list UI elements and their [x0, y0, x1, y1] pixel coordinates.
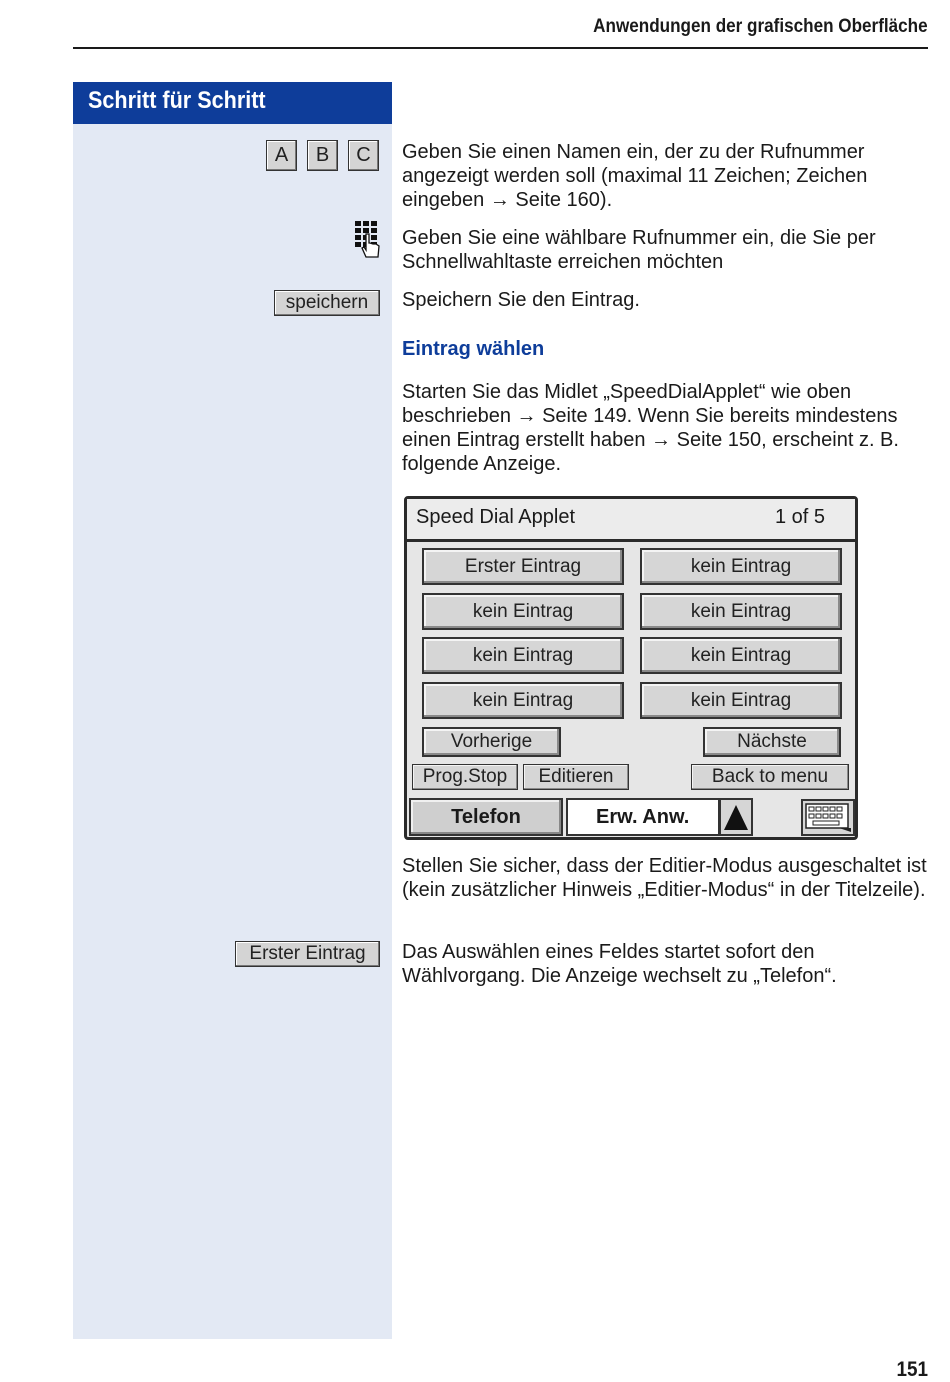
paragraph-start-midlet: Starten Sie das Midlet „SpeedDialApplet“ wie oben beschrieben → Seite 149. Wenn Sie bereits mindestens einen Eintrag erstellt haben → Seite 150, erscheint z. B. folgende Anzeige.	[402, 381, 899, 475]
speed-dial-entry[interactable]: kein Eintrag	[422, 637, 624, 674]
speed-dial-entry[interactable]: kein Eintrag	[640, 548, 842, 585]
speed-dial-entry[interactable]: kein Eintrag	[422, 682, 624, 719]
paragraph-enter-number: Geben Sie eine wählbare Rufnummer ein, die Sie per Schnellwahltaste erreichen möchten	[402, 227, 876, 273]
softkey-erster-eintrag[interactable]: Erster Eintrag	[235, 941, 380, 967]
keyboard-icon[interactable]	[801, 799, 855, 836]
paragraph-save: Speichern Sie den Eintrag.	[402, 289, 640, 311]
running-header: Anwendungen der grafischen Oberfläche	[593, 16, 928, 37]
next-button[interactable]: Nächste	[703, 727, 841, 757]
edit-button[interactable]: Editieren	[523, 764, 629, 790]
speed-dial-entry[interactable]: kein Eintrag	[640, 637, 842, 674]
previous-button[interactable]: Vorherige	[422, 727, 561, 757]
header-rule	[73, 47, 928, 49]
speed-dial-entry[interactable]: kein Eintrag	[640, 682, 842, 719]
key-a: A	[266, 140, 297, 171]
sidebar-title: Schritt für Schritt	[73, 82, 392, 124]
paragraph-select-field: Das Auswählen eines Feldes startet sofort den Wählvorgang. Die Anzeige wechselt zu „Telefon“.	[402, 941, 837, 987]
speed-dial-entry[interactable]: Erster Eintrag	[422, 548, 624, 585]
scroll-up-button[interactable]	[719, 798, 753, 836]
page-number: 151	[896, 1358, 928, 1381]
keypad-hand-icon	[354, 220, 382, 260]
prog-stop-button[interactable]: Prog.Stop	[412, 764, 518, 790]
speed-dial-screen	[404, 496, 858, 840]
speed-dial-entry[interactable]: kein Eintrag	[640, 593, 842, 630]
triangle-up-icon	[721, 800, 751, 834]
tab-telefon[interactable]: Telefon	[409, 798, 563, 836]
tab-erw-anw[interactable]: Erw. Anw.	[566, 798, 720, 836]
key-c: C	[348, 140, 379, 171]
back-to-menu-button[interactable]: Back to menu	[691, 764, 849, 790]
section-heading: Eintrag wählen	[402, 338, 545, 360]
paragraph-enter-name: Geben Sie einen Namen ein, der zu der Rufnummer angezeigt werden soll (maximal 11 Zeichen; Zeichen eingeben → Seite 160).	[402, 141, 868, 211]
page-indicator: 1 of 5	[774, 506, 825, 528]
softkey-speichern[interactable]: speichern	[274, 290, 380, 316]
speed-dial-entry[interactable]: kein Eintrag	[422, 593, 624, 630]
paragraph-edit-mode: Stellen Sie sicher, dass der Editier-Modus ausgeschaltet ist (kein zusätzlicher Hinweis „Editier-Modus“ in der Titelzeile).	[402, 855, 927, 901]
sidebar-column	[73, 82, 392, 1339]
screen-titlebar	[407, 499, 855, 542]
screen-title: Speed Dial Applet	[416, 506, 576, 528]
key-b: B	[307, 140, 338, 171]
